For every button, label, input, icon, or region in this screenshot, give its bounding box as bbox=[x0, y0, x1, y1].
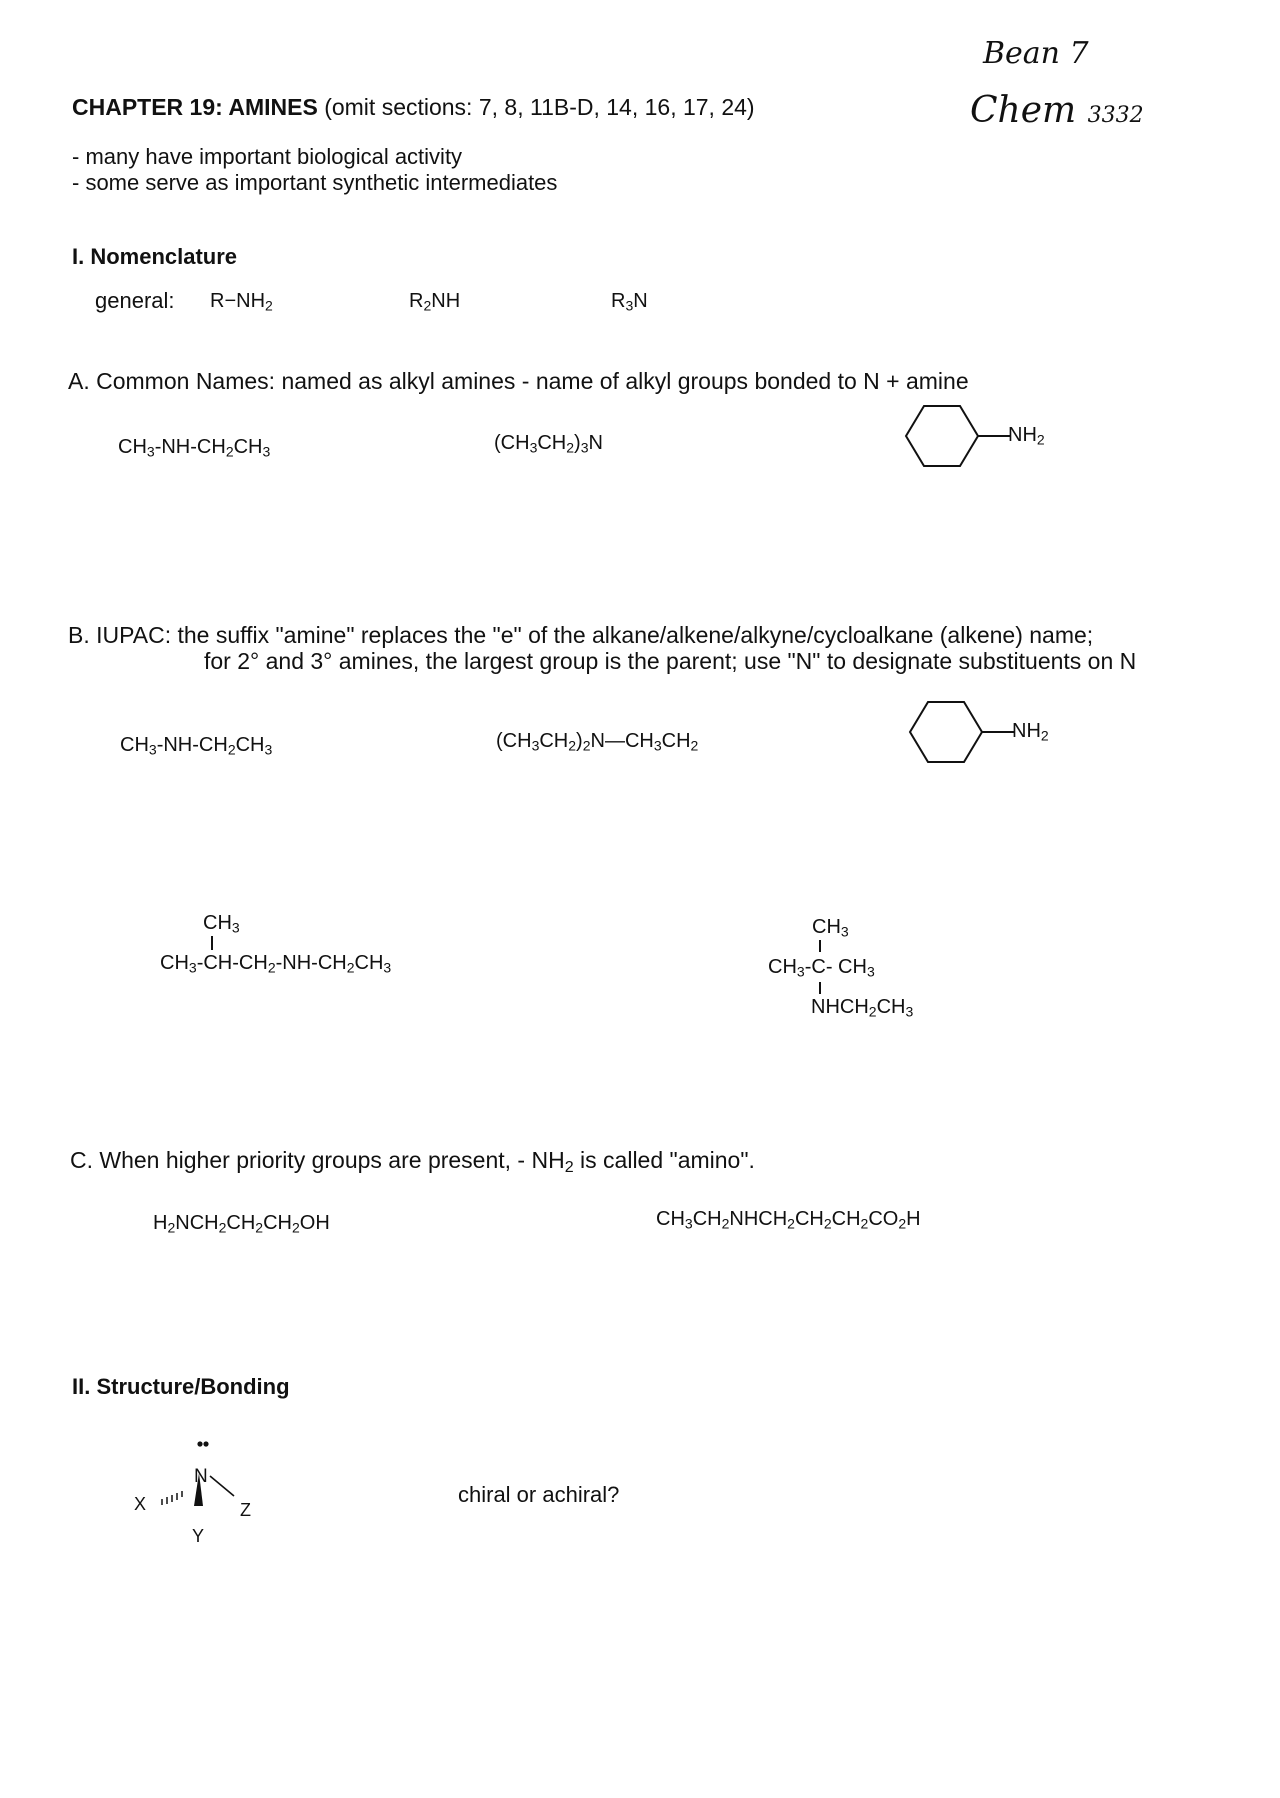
iupac-triethylamine: $(CH_3CH_2)_2N—CH_3CH_2$ bbox=[496, 730, 699, 754]
formula-secondary-amine: $R_2NH$ bbox=[409, 290, 461, 314]
branched-2-top-methyl: $CH_3$ bbox=[812, 916, 849, 940]
intro-line-2: - some serve as important synthetic intermediates bbox=[72, 170, 558, 195]
branched-1-top-methyl: $CH_3$ bbox=[203, 912, 240, 936]
handwritten-course-number: 3332 bbox=[1087, 103, 1144, 128]
handwritten-course-word: Chem bbox=[970, 90, 1077, 131]
atom-y: Y bbox=[192, 1526, 205, 1546]
chapter-omit-note: (omit sections: 7, 8, 11B-D, 14, 16, 17, 24) bbox=[324, 94, 755, 120]
common-methylethylamine: $CH_3-NH-CH_2CH_3$ bbox=[118, 436, 271, 460]
common-triethylamine: $(CH_3CH_2)_3N$ bbox=[494, 432, 603, 456]
atom-z: Z bbox=[240, 1500, 251, 1520]
atom-x: X bbox=[134, 1494, 147, 1514]
section-common-names-heading: A. Common Names: named as alkyl amines - name of alkyl groups bonded to N + amine bbox=[68, 368, 969, 394]
intro-line-1: - many have important biological activity bbox=[72, 144, 463, 169]
branched-2-bond-top bbox=[819, 940, 821, 952]
branched-2-middle: $CH_3-C-$ $CH_3$ bbox=[768, 956, 875, 980]
general-label: general: bbox=[95, 288, 175, 313]
ethylaminobutanoic-acid: $CH_3CH_2NHCH_2CH_2CH_2CO_2H$ bbox=[656, 1208, 921, 1232]
chapter-title-bold: CHAPTER 19: AMINES bbox=[72, 94, 318, 120]
section-iupac-heading-line-1: B. IUPAC: the suffix "amine" replaces the "e" of the alkane/alkene/alkyne/cycloalkane (alkene) name; bbox=[68, 622, 1094, 648]
branched-1-chain: $CH_3-CH-CH_2-NH-CH_2CH_3$ bbox=[160, 952, 392, 976]
formula-tertiary-amine: $R_3N$ bbox=[611, 290, 648, 314]
branched-2-bottom: $NHCH_2CH_3$ bbox=[811, 996, 914, 1020]
section-iupac-heading-line-2: for 2° and 3° amines, the largest group is the parent; use "N" to designate substituents on N bbox=[204, 648, 1137, 674]
branched-2-bond-bottom bbox=[819, 982, 821, 994]
aminopropanol: $H_2NCH_2CH_2CH_2OH$ bbox=[153, 1212, 330, 1236]
section-structure-heading: II. Structure/Bonding bbox=[72, 1374, 290, 1399]
chirality-question: chiral or achiral? bbox=[458, 1482, 620, 1507]
cyclohexylamine-nh2-common: $NH_2$ bbox=[1008, 424, 1045, 448]
handwritten-name: Bean 7 bbox=[983, 36, 1089, 71]
handwritten-course bbox=[970, 90, 1144, 131]
iupac-methylethylamine: $CH_3-NH-CH_2CH_3$ bbox=[120, 734, 273, 758]
atom-n: N bbox=[194, 1466, 208, 1487]
branched-1-bond bbox=[211, 936, 213, 950]
section-amino-heading: C. When higher priority groups are present, - $NH_2$ is called "amino". bbox=[70, 1147, 755, 1177]
chapter-title bbox=[72, 94, 755, 121]
formula-primary-amine: $R-NH_2$ bbox=[210, 290, 273, 314]
section-nomenclature-heading: I. Nomenclature bbox=[72, 244, 238, 269]
cyclohexylamine-nh2-iupac: $NH_2$ bbox=[1012, 720, 1049, 744]
